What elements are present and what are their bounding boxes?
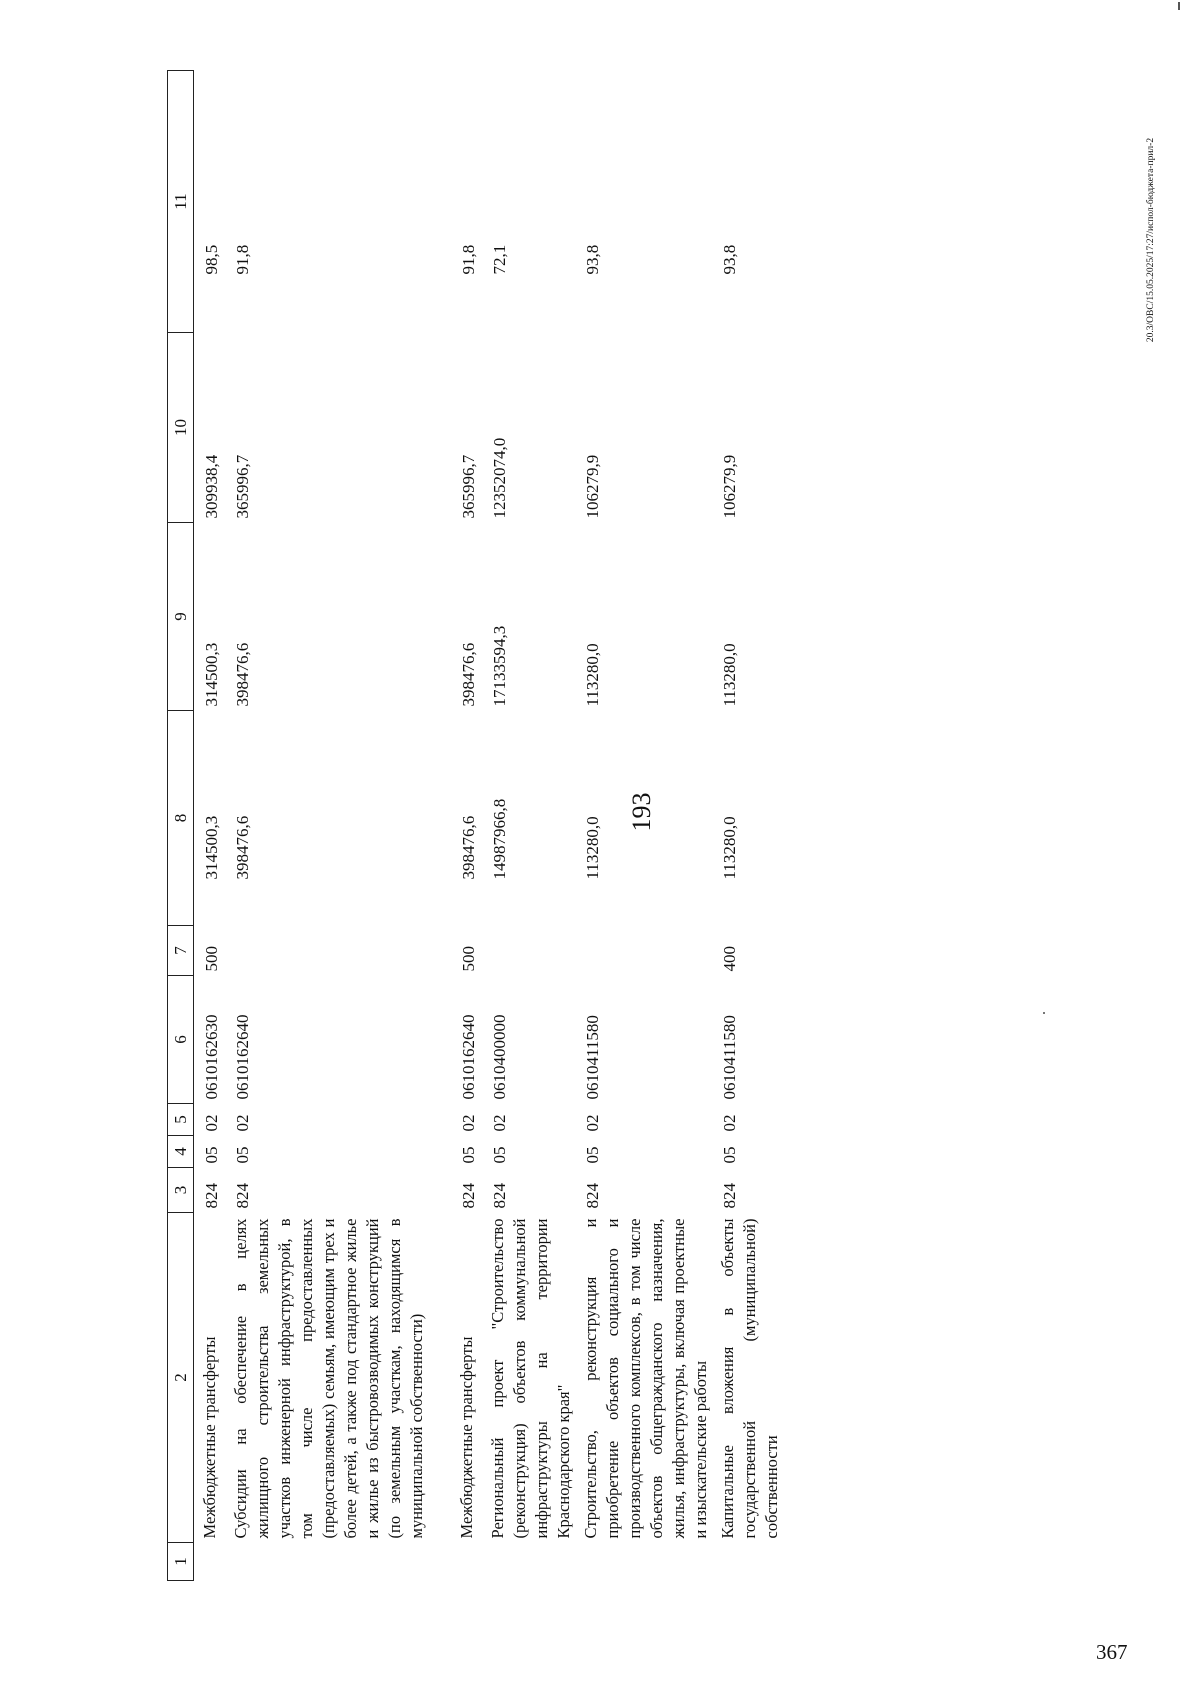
cell-executed: 365996,7	[459, 454, 478, 519]
cell-approved: 113280,0	[720, 816, 739, 880]
header-cell: 11	[168, 71, 194, 333]
header-cell: 2	[168, 1213, 194, 1543]
cell-executed: 106279,9	[720, 454, 739, 519]
rotated-budget-table	[167, 71, 1057, 1581]
cell-approved: 14987966,8	[490, 798, 509, 880]
cell-ved: 824	[583, 1183, 602, 1209]
cell-approved: 398476,6	[459, 815, 478, 880]
cell-ved: 824	[490, 1183, 509, 1209]
cell-csr: 0610162630	[202, 1014, 221, 1100]
cell-vr: 400	[720, 946, 739, 972]
cell-rz: 05	[459, 1146, 478, 1164]
cell-planned: 398476,6	[459, 642, 478, 707]
cell-ved: 824	[202, 1183, 221, 1209]
cell-csr: 0610162640	[233, 1014, 252, 1100]
cell-percent: 98,5	[202, 244, 221, 275]
page-number: 193	[627, 792, 656, 832]
cell-planned: 314500,3	[202, 642, 221, 707]
cell-vr	[482, 926, 575, 976]
cell-vr: 500	[459, 946, 478, 972]
cell-csr: 0610411580	[583, 1015, 602, 1100]
cell-executed: 106279,9	[583, 454, 602, 519]
row-description: Межбюджетные трансферты	[200, 1336, 219, 1539]
cell-percent: 72,1	[490, 244, 509, 275]
cell-planned: 113280,0	[720, 643, 739, 707]
table-row	[225, 71, 428, 1581]
cell-ved: 824	[459, 1183, 478, 1209]
cell-vr	[575, 926, 712, 976]
cell-executed: 12352074,0	[490, 437, 509, 519]
cell-pr: 02	[459, 1114, 478, 1132]
cell-rz: 05	[583, 1146, 602, 1164]
table-row	[575, 71, 712, 1581]
cell-approved: 398476,6	[233, 815, 252, 880]
cell-ved: 824	[233, 1183, 252, 1209]
cell-planned: 113280,0	[583, 643, 602, 707]
header-cell: 4	[168, 1136, 194, 1168]
header-cell: 3	[168, 1168, 194, 1213]
sheet-number: 367	[1096, 1640, 1128, 1664]
cell-pr: 02	[202, 1114, 221, 1132]
cell-pr: 02	[583, 1114, 602, 1132]
row-description: Региональный проект "Строительство (реконструкция) объектов коммунальной инфраструктуры на территории Краснодарского края"	[488, 1218, 573, 1539]
table-row	[451, 71, 482, 1581]
table-row	[194, 71, 226, 1581]
cell-rz: 05	[490, 1146, 509, 1164]
header-cell: 9	[168, 523, 194, 711]
cell-percent: 93,8	[583, 244, 602, 275]
header-cell: 7	[168, 926, 194, 976]
cell-vr	[225, 926, 428, 976]
header-cell: 8	[168, 711, 194, 926]
cell-csr: 0610411580	[720, 1015, 739, 1100]
scan-mark	[1178, 2, 1180, 10]
cell-approved: 314500,3	[202, 815, 221, 880]
cell-planned: 17133594,3	[490, 625, 509, 707]
header-cell: 5	[168, 1104, 194, 1136]
row-description: Субсидии на обеспечение в целях жилищного строительства земельных участков инженерной инфраструктурой, в том числе предоставленных (предоставляемых) семьям, имеющим трех и более детей, а также под стандартное жилье и жилье из быстровозводимых конструкций (по земельным участкам, находящимся в муниципальной собственности)	[231, 1218, 426, 1539]
header-cell: 1	[168, 1543, 194, 1581]
header-cell: 10	[168, 333, 194, 523]
row-description: Межбюджетные трансферты	[457, 1336, 476, 1539]
cell-percent: 91,8	[233, 244, 252, 275]
header-row	[168, 71, 194, 1581]
row-description: Строительство, реконструкция и приобретение объектов социального и производственного комплексов, в том числе объектов общегражданского назначения, жилья, инфраструктуры, включая проектные и изыскательские работы	[581, 1218, 710, 1539]
cell-rz: 05	[233, 1146, 252, 1164]
cell-vr: 500	[202, 946, 221, 972]
cell-executed: 365996,7	[233, 454, 252, 519]
cell-percent: 93,8	[720, 244, 739, 275]
table-row	[482, 71, 575, 1581]
footer-file-path: 20.3/OBC/15.05.2025/17:27/испол-бюджета-прил-2	[1146, 137, 1156, 343]
row-description: Капитальные вложения в объекты государственной (муниципальной) собственности	[718, 1218, 781, 1539]
cell-ved: 824	[720, 1183, 739, 1209]
cell-planned: 398476,6	[233, 642, 252, 707]
cell-executed: 309938,4	[202, 454, 221, 519]
header-cell: 6	[168, 976, 194, 1104]
cell-pr: 02	[233, 1114, 252, 1132]
cell-csr: 0610400000	[490, 1014, 509, 1100]
cell-pr: 02	[490, 1114, 509, 1132]
cell-pr: 02	[720, 1114, 739, 1132]
table-row	[712, 71, 783, 1581]
cell-csr: 0610162640	[459, 1014, 478, 1100]
cell-approved: 113280,0	[583, 816, 602, 880]
cell-percent: 91,8	[459, 244, 478, 275]
budget-table	[167, 70, 783, 1581]
cell-rz: 05	[720, 1146, 739, 1164]
cell-rz: 05	[202, 1146, 221, 1164]
